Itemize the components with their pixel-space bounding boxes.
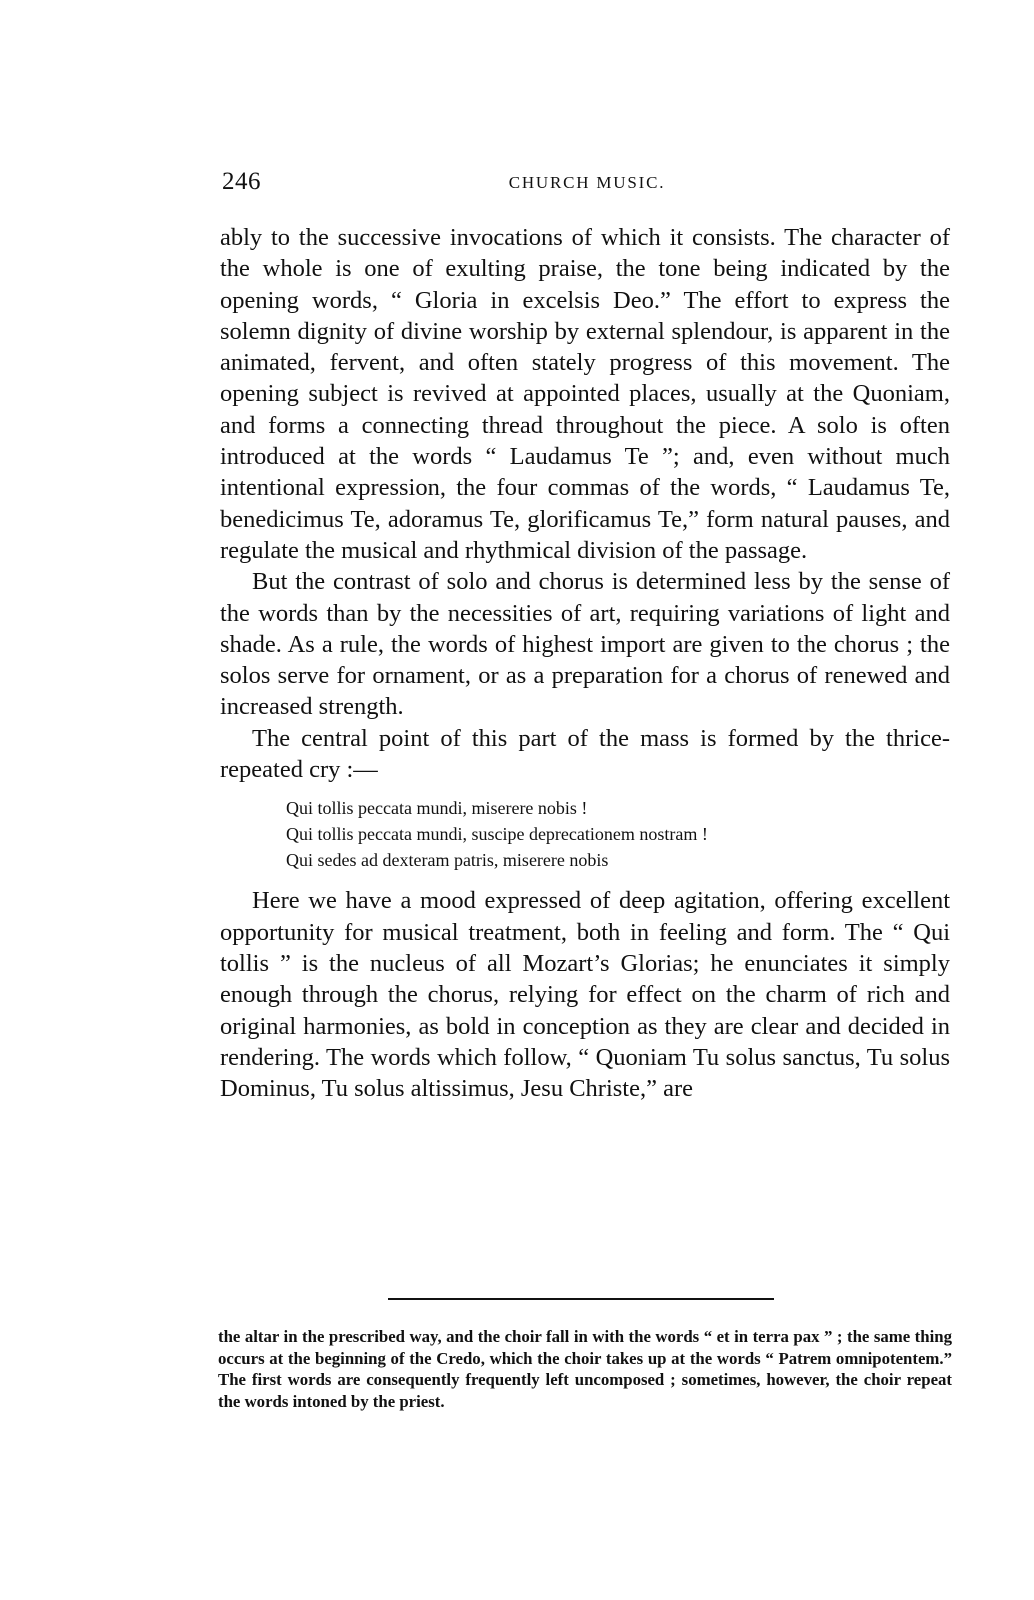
page-number: 246 [222,168,261,195]
paragraph-1: ably to the successive invocations of which it consists. The character of the whole is one of exulting praise, the tone being indicated by the opening words, “ Gloria in excelsis Deo.” The effort to express the solemn dignity of divine worship by external splendour, is apparent in the animated, fervent, and often stately progress of this movement. The opening subject is revived at appointed places, usually at the Quoniam, and forms a connecting thread throughout the piece. A solo is often introduced at the words “ Laudamus Te ”; and, even without much intentional expression, the four commas of the words, “ Laudamus Te, benedicimus Te, adoramus Te, glorificamus Te,” form natural pauses, and regulate the musical and rhythmical division of the passage. [220,224,950,564]
running-title: CHURCH MUSIC. [508,173,666,192]
footnote: the altar in the prescribed way, and the choir fall in with the words “ et in terra pax ” ; the same thing occurs at the beginning of the Credo, which the choir takes up at the words “ Patrem omnipotentem.” The first words are consequently frequently left uncomposed ; sometimes, however, the choir repeat the words intoned by the priest. [218,1327,952,1411]
latin-quotation [286,795,950,873]
paragraph-3: The central point of this part of the mass is formed by the thrice-repeated cry :— [220,724,950,784]
paragraph-4: Here we have a mood expressed of deep agitation, offering excellent opportunity for musical treatment, both in feeling and form. The “ Qui tollis ” is the nucleus of all Mozart’s Glorias; he enunciates it simply enough through the chorus, relying for effect on the charm of rich and original harmonies, as bold in conception as they are clear and decided in rendering. The words which follow, “ Quoniam Tu solus sanctus, Tu solus Dominus, Tu solus altissimus, Jesu Christe,” are [220,887,950,1103]
running-head [222,168,952,202]
quote-line-3: Qui sedes ad dexteram patris, miserere nobis [286,850,609,871]
footnote-divider [388,1298,774,1300]
quote-line-1: Qui tollis peccata mundi, miserere nobis ! [286,798,588,819]
quote-line-2: Qui tollis peccata mundi, suscipe deprecationem nostram ! [286,824,708,845]
main-text [220,222,950,1104]
paragraph-2: But the contrast of solo and chorus is determined less by the sense of the words than by the necessities of art, requiring variations of light and shade. As a rule, the words of highest import are given to the chorus ; the solos serve for ornament, or as a preparation for a chorus of renewed and increased strength. [220,568,950,721]
